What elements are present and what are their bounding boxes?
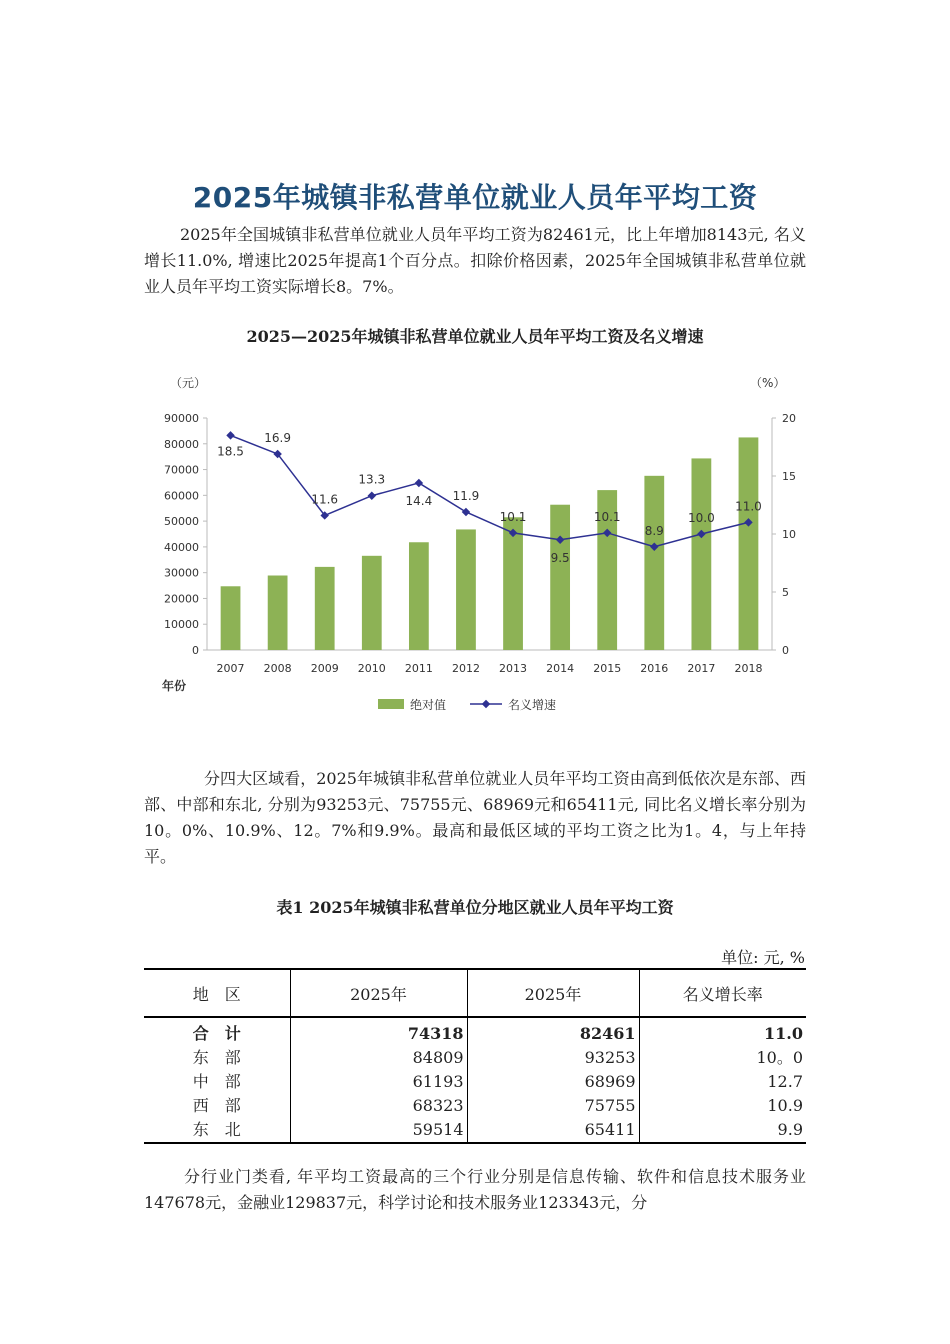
x-tick-label: 2015 [593, 662, 622, 675]
cell-value: 75755 [467, 1094, 639, 1118]
x-tick-label: 2017 [687, 662, 716, 675]
table-row [144, 1017, 806, 1046]
legend-line-marker [482, 700, 490, 708]
cell-region: 东 北 [144, 1118, 290, 1143]
page-title: 2025年城镇非私营单位就业人员年平均工资 [192, 181, 758, 214]
col-header-curr-year: 2025年 [467, 969, 639, 1017]
cell-value: 61193 [290, 1070, 467, 1094]
x-tick-label: 2007 [216, 662, 245, 675]
table-header-row [144, 969, 806, 1017]
growth-point [226, 431, 234, 439]
right-tick-label: 0 [782, 644, 789, 657]
x-tick-label: 2012 [451, 662, 480, 675]
right-tick-label: 10 [782, 528, 796, 541]
bar [409, 542, 429, 650]
table-row [144, 1046, 806, 1070]
growth-data-label: 16.9 [264, 430, 291, 445]
bar [268, 576, 288, 650]
table-unit: 单位: 元, % [721, 948, 805, 967]
left-tick-label: 50000 [164, 515, 199, 529]
growth-data-label: 9.5 [550, 550, 570, 565]
growth-data-label: 11.0 [735, 499, 762, 514]
chart-caption: 2025—2025年城镇非私营单位就业人员年平均工资及名义增速 [246, 327, 704, 346]
growth-data-label: 11.6 [311, 492, 339, 507]
growth-point [368, 491, 376, 499]
x-tick-label: 2008 [263, 662, 292, 675]
growth-data-label: 10.0 [688, 511, 715, 525]
growth-data-label: 18.5 [217, 444, 244, 459]
growth-data-label: 10.1 [499, 509, 527, 524]
region-wage-table [144, 968, 806, 1144]
cell-value: 11.0 [639, 1017, 806, 1046]
left-tick-label: 20000 [164, 592, 199, 606]
cell-value: 65411 [467, 1118, 639, 1143]
left-tick-label: 40000 [164, 540, 199, 554]
bar [644, 476, 664, 650]
y2-axis-unit-label: （%） [750, 376, 786, 390]
cell-region: 合 计 [192, 1024, 241, 1043]
intro-paragraph: 2025年全国城镇非私营单位就业人员年平均工资为82461元，比上年增加8143元, 名义增长11.0%, 增速比2025年提高1个百分点。扣除价格因素，2025年全国城镇非私营单位就业人员年平均工资实际增长8。7%。 [144, 225, 806, 296]
left-tick-label: 90000 [164, 412, 199, 425]
left-tick-label: 30000 [164, 566, 199, 580]
left-tick-label: 80000 [164, 437, 199, 451]
left-tick-label: 60000 [164, 489, 199, 503]
col-header-growth: 名义增长率 [639, 969, 806, 1017]
growth-point [462, 508, 470, 516]
growth-point [415, 479, 423, 487]
x-tick-label: 2011 [404, 662, 433, 675]
cell-value: 12.7 [639, 1070, 806, 1094]
cell-value: 9.9 [639, 1118, 806, 1143]
table-row [144, 1094, 806, 1118]
cell-value: 93253 [467, 1046, 639, 1070]
growth-data-label: 11.9 [452, 488, 480, 503]
industry-paragraph: 分行业门类看, 年平均工资最高的三个行业分别是信息传输、软件和信息技术服务业147678元，金融业129837元，科学讨论和技术服务业123343元，分 [144, 1167, 806, 1212]
cell-value: 84809 [290, 1046, 467, 1070]
left-tick-label: 0 [192, 644, 199, 657]
cell-value: 82461 [467, 1017, 639, 1046]
bar [315, 567, 335, 650]
right-tick-label: 5 [782, 586, 789, 599]
cell-value: 74318 [290, 1017, 467, 1046]
col-header-prev-year: 2025年 [290, 969, 467, 1017]
x-tick-label: 2016 [640, 662, 669, 675]
cell-value: 10。0 [639, 1046, 806, 1070]
cell-value: 59514 [290, 1118, 467, 1143]
bar [456, 529, 476, 650]
right-tick-label: 15 [782, 470, 796, 483]
cell-region: 西 部 [192, 1096, 241, 1115]
table-row [144, 1070, 806, 1094]
col-header-region: 地 区 [144, 969, 290, 1017]
cell-region: 中 部 [192, 1072, 241, 1091]
legend-bar-swatch [378, 699, 404, 709]
table-caption: 表1 2025年城镇非私营单位分地区就业人员年平均工资 [276, 898, 674, 917]
cell-region: 东 部 [192, 1048, 241, 1067]
bar [503, 517, 523, 650]
bar [362, 556, 382, 650]
x-tick-label: 2009 [310, 662, 339, 675]
y-axis-unit-label: （元） [170, 376, 207, 390]
right-tick-label: 20 [782, 412, 796, 425]
cell-value: 68969 [467, 1070, 639, 1094]
bar [691, 458, 711, 650]
region-paragraph: 分四大区域看，2025年城镇非私营单位就业人员年平均工资由高到低依次是东部、西部、中部和东北, 分别为93253元、75755元、68969元和65411元, 同比名义增长率分别为10。0%、10.9%、12。7%和9.9%。最高和最低区域的平均工资之比为1。4，与上年持平。 [144, 769, 806, 866]
bar [221, 586, 241, 650]
x-tick-label: 2010 [357, 662, 386, 675]
legend-bar-label: 绝对值 [410, 698, 447, 712]
x-tick-label: 2014 [546, 662, 575, 675]
left-tick-label: 70000 [164, 463, 199, 477]
growth-data-label: 13.3 [358, 472, 386, 487]
cell-value: 10.9 [639, 1094, 806, 1118]
growth-line [231, 435, 749, 546]
growth-data-label: 10.1 [593, 509, 621, 524]
table-row [144, 1118, 806, 1143]
x-axis-label: 年份 [162, 679, 187, 693]
wage-chart [150, 368, 800, 720]
left-tick-label: 10000 [164, 618, 199, 632]
cell-value: 68323 [290, 1094, 467, 1118]
x-tick-label: 2013 [499, 662, 528, 675]
bar [739, 437, 759, 650]
x-tick-label: 2018 [734, 662, 763, 675]
bar [550, 505, 570, 650]
legend-line-label: 名义增速 [508, 698, 557, 712]
growth-data-label: 8.9 [644, 523, 664, 538]
growth-data-label: 14.4 [405, 493, 433, 508]
